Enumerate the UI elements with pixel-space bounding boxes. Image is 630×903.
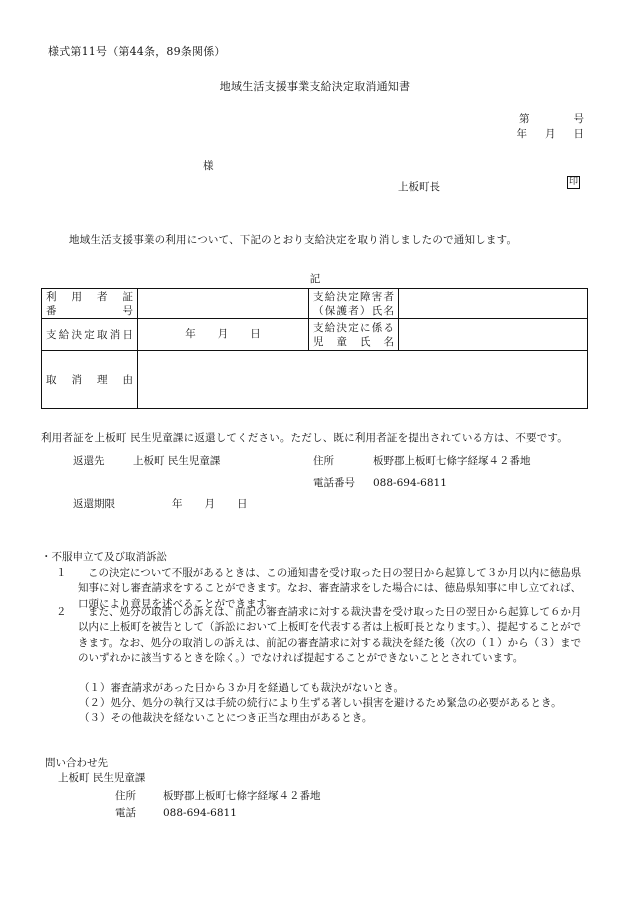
date-month: 月 [545,128,556,140]
appeal-sub-item-2: （２）処分、処分の執行又は手続の続行により生ずる著しい損害を避けるため緊急の必要があるとき。 [79,697,562,709]
contact-address-value: 板野郡上板町七條字経塚４２番地 [163,790,321,802]
child-label-1: 支給決定に係る [313,321,394,334]
document-title: 地域生活支援事業支給決定取消通知書 [219,80,411,93]
form-reference: 様式第11号（第44条，89条関係） [48,45,226,58]
decided-person-label-2: （保護者）氏名 [313,304,394,317]
decided-person-label-1: 支給決定障害者 [313,290,394,303]
cancel-date-label-cell [42,319,138,351]
reason-label-cell [42,351,138,409]
appeal-item-1-text: この決定について不服があるときは、この通知書を受け取った日の翌日から起算して３か月以内に徳島県知事に対し審査請求をすることができます。なお、審査請求をした場合には、徳島県知事に申し立てれば、口頭により意見を述べることができます。 [78,567,582,610]
appeal-sub-item-3: （３）その他裁決を経ないことにつき正当な理由があるとき。 [79,712,373,724]
child-value-cell [399,319,588,351]
return-phone-label: 電話番号 [313,477,355,489]
ki-heading: 記 [309,273,321,285]
contact-department: 上板町 民生児童課 [58,772,146,784]
cancel-date-value-cell [138,319,309,351]
table-row [42,351,588,409]
date-year: 年 [516,128,527,140]
return-phone-value: 088-694-6811 [373,477,447,489]
appeal-heading: ・不服申立て及び取消訴訟 [41,551,167,563]
return-dest-label: 返還先 [73,455,105,467]
reason-value-cell [138,351,588,409]
cancel-date-day: 日 [250,328,261,341]
child-label-2: 児 童 氏 名 [313,335,394,348]
user-cert-label-1: 利 用 者 証 [46,290,133,303]
issuer-name: 上板町長 [398,181,440,193]
contact-address-label: 住所 [115,790,136,802]
date-day: 日 [573,128,584,140]
contact-heading: 問い合わせ先 [45,757,108,769]
return-due-date [172,497,248,511]
reason-label: 取 消 理 由 [46,373,133,386]
number-prefix: 第 [519,113,530,125]
appeal-item-2-number: ２ [56,606,67,618]
cancel-date-year: 年 [185,328,196,341]
contact-phone-label: 電話 [115,807,136,819]
user-cert-label-cell [42,289,138,319]
user-cert-label-2: 番 号 [46,304,133,317]
notice-text: 地域生活支援事業の利用について、下記のとおり支給決定を取り消しましたので通知します。 [69,234,518,246]
child-label-cell [309,319,399,351]
user-cert-value-cell [138,289,309,319]
return-address-label: 住所 [313,455,334,467]
issue-date-line [517,127,585,141]
appeal-item-2-text: また、処分の取消しの訴えは、前記の審査請求に対する裁決書を受け取った日の翌日から起算して６か月以内に上板町を被告として（訴訟において上板町を代表する者は上板町長となります。）、提起することができます。なお、処分の取消しの訴えは、前記の審査請求に対する裁決を経た後（次の（１）から（３）までのいずれかに該当するときを除く。）でなければ提起することができないこととされています。 [78,606,582,664]
return-due-label: 返還期限 [73,498,115,510]
seal-mark: 印 [568,177,578,187]
return-due-day: 日 [237,498,248,510]
decided-person-label-cell [309,289,399,319]
recipient-honorific: 様 [203,160,214,172]
cancel-date-label: 支給決定取消日 [46,328,133,341]
return-address-value: 板野郡上板町七條字経塚４２番地 [373,455,531,467]
table-row [42,319,588,351]
number-suffix: 号 [573,113,584,125]
return-due-year: 年 [172,498,183,510]
info-table [41,288,588,409]
return-notice: 利用者証を上板町 民生児童課に返還してください。ただし、既に利用者証を提出されている方は、不要です。 [41,432,568,444]
cancel-date-month: 月 [217,328,229,341]
return-due-month: 月 [204,498,215,510]
document-number-line [519,112,584,126]
appeal-item-1-number: １ [56,567,67,579]
decided-person-value-cell [399,289,588,319]
table-row [42,289,588,319]
return-dest-value: 上板町 民生児童課 [133,455,221,467]
contact-phone-value: 088-694-6811 [163,807,237,819]
appeal-sub-item-1: （１）審査請求があった日から３か月を経過しても裁決がないとき。 [79,682,404,694]
